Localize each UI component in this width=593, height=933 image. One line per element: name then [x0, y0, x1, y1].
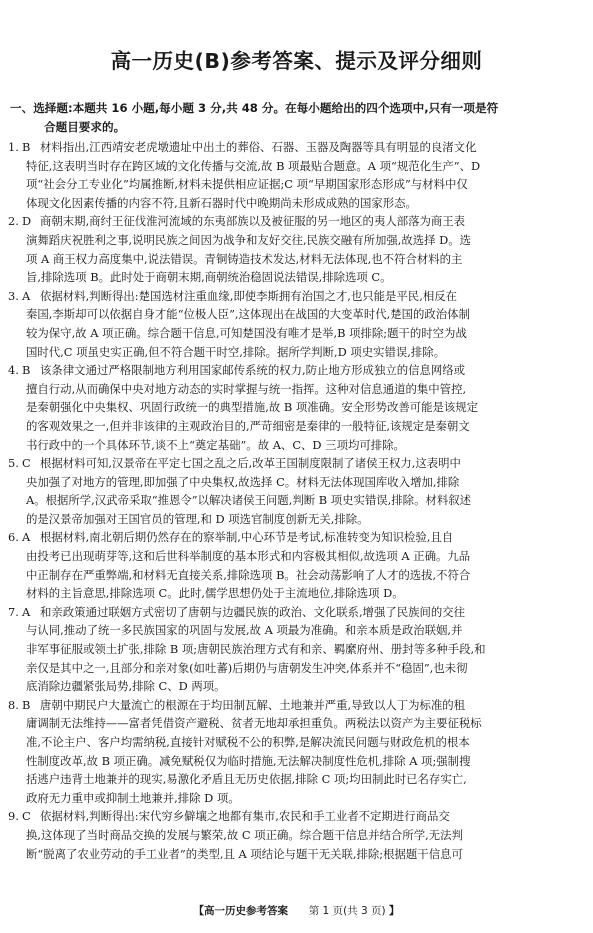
section-heading-line: 合题目要求的。: [44, 119, 126, 134]
explanation-text: 旨,排除选项 B。此时处于商朝末期,商朝统治稳固说法错误,排除选项 C。: [26, 270, 392, 285]
answer-line: [8, 231, 588, 250]
answer-line: [8, 584, 588, 603]
answer-line: [8, 212, 588, 231]
answer-line: [8, 770, 588, 789]
answer-line: [8, 417, 588, 436]
answer-choice: A: [22, 530, 31, 545]
explanation-text: 和亲政策通过联姻方式密切了唐朝与边疆民族的政治、文化联系,增强了民族间的交往: [40, 604, 466, 619]
answer-line: [8, 566, 588, 585]
answer-line: [8, 659, 588, 678]
answer-choice: C: [22, 456, 31, 471]
explanation-text: 是秦朝强化中央集权、巩固行政统一的典型措施,故 B 项准确。安全形势改善可能是该规定: [26, 400, 479, 415]
footer-end: 】: [388, 905, 400, 917]
answer-item: [8, 212, 588, 286]
answer-line: [8, 287, 588, 306]
answer-line: [8, 473, 588, 492]
answer-line: [8, 361, 588, 380]
answer-line: [8, 324, 588, 343]
answer-line: [8, 714, 588, 733]
answer-item: [8, 287, 588, 361]
answer-line: [8, 826, 588, 845]
question-number: 3.: [8, 288, 19, 303]
explanation-text: 准,不论主户、客户均需纳税,直接针对赋税不公的积弊,是解决流民问题与财政危机的根本: [26, 735, 470, 749]
answer-line: [8, 194, 588, 213]
explanation-text: 亲仅是其中之一,且部分和亲对象(如吐蕃)后期仍与唐朝发生冲突,体系并不“稳固”,也未彻: [26, 660, 468, 675]
section-heading-line: 一、选择题:本题共 16 小题,每小题 3 分,共 48 分。在每小题给出的四个选项中,只有一项是符: [10, 101, 499, 115]
question-number: 2.: [8, 214, 19, 229]
answer-line: [8, 807, 588, 826]
explanation-text: 根据材料,南北朝后期仍然存在的察举制,中心环节是考试,标准转变为知识检验,且自: [40, 530, 454, 545]
explanation-text: 项 A 商王权力高度集中,说法错误。青铜铸造技术发达,材料无法体现,也不符合材料的主: [26, 251, 463, 266]
explanation-text: 根据材料可知,汉景帝在平定七国之乱之后,改革王国制度限制了诸侯王权力,这表明中: [40, 456, 461, 471]
explanation-text: 庸调制无法维持——富者凭借资产避税、贫者无地却承担重负。两税法以资产为主要征税标: [26, 716, 482, 731]
answer-line: [8, 491, 588, 510]
answer-line: [8, 250, 588, 269]
answer-item: [8, 696, 588, 808]
question-number: 7.: [8, 604, 19, 619]
explanation-text: 非军事征服或领土扩张,排除 B 项;唐朝民族治理方式有和亲、羁縻府州、册封等多种手段,和: [26, 642, 486, 657]
answer-item: [8, 603, 588, 696]
answer-line: [8, 510, 588, 529]
footer-title: 【高一历史参考答案: [193, 905, 289, 917]
answer-line: [8, 380, 588, 399]
answer-line: [8, 752, 588, 771]
answer-item: [8, 807, 588, 863]
explanation-text: 的客观效果之一,但并非该律的主观政治目的,严苛细密是秦律的一般特征,该规定是秦朝文: [26, 418, 470, 433]
answer-line: [8, 436, 588, 455]
question-number: 8.: [8, 697, 19, 712]
answer-line: [8, 343, 588, 362]
answer-choice: B: [22, 140, 31, 154]
explanation-text: 秦国,李斯却可以依据自身才能“位极人臣”,这体现出在战国的大变革时代,楚国的政治体制: [26, 307, 470, 322]
answer-item: [8, 454, 588, 528]
answer-choice: A: [22, 288, 31, 303]
explanation-text: 较为保守,故 A 项正确。综合题干信息,可知楚国没有唯才是举,B 项排除;题干的时空为战: [26, 325, 467, 340]
explanation-text: 国时代,C 项虽史实正确,但不符合题干时空,排除。据所学判断,D 项史实错误,排除。: [26, 344, 446, 359]
answer-line: [8, 398, 588, 417]
explanation-text: 由投考已出现萌芽等,这和后世科举制度的基本形式和内容极其相似,故选项 A 正确。九品: [26, 549, 471, 564]
answer-choice: B: [22, 697, 31, 712]
explanation-text: 与认同,推动了统一多民族国家的巩固与发展,故 A 项最为准确。和亲本质是政治联姻,并: [26, 623, 463, 638]
answer-line: [8, 696, 588, 715]
answer-line: [8, 268, 588, 287]
explanation-text: 换,这体现了当时商品交换的发展与繁荣,故 C 项正确。综合题干信息并结合所学,无法判: [26, 827, 463, 842]
explanation-text: 特征,这表明当时存在跨区域的文化传播与交流,故 B 项最贴合题意。A 项“规范化生产”、D: [26, 158, 481, 173]
explanation-text: 唐朝中期民户大量流亡的根源在于均田制瓦解、土地兼并严重,导致以人丁为标准的租: [40, 697, 466, 712]
answer-line: [8, 528, 588, 547]
explanation-text: 中正制存在严重弊端,和材料无直接关系,排除选项 B。社会动荡影响了人才的选拔,不符合: [26, 567, 471, 582]
answer-choice: C: [22, 809, 31, 824]
answer-line: [8, 621, 588, 640]
explanation-text: 政府无力重申或抑制土地兼并,排除 D 项。: [26, 790, 240, 805]
question-number: 4.: [8, 363, 19, 378]
explanation-text: 演舞蹈庆祝胜利之事,说明民族之间因为战争和友好交往,民族交融有所加强,故选择 D。选: [26, 232, 472, 247]
explanation-text: 材料指出,江西靖安老虎墩遗址中出土的葬俗、石器、玉器及陶器等具有明显的良渚文化: [40, 140, 477, 154]
explanation-text: 该条律文通过严格限制地方利用国家邮传系统的权力,防止地方形成独立的信息网络或: [40, 363, 466, 378]
answer-line: [8, 789, 588, 808]
answer-line: [8, 138, 588, 157]
question-number: 6.: [8, 530, 19, 545]
answer-list: [8, 138, 588, 863]
answer-line: [8, 454, 588, 473]
answer-choice: D: [22, 214, 32, 229]
answer-line: [8, 175, 588, 194]
answer-line: [8, 305, 588, 324]
answer-item: [8, 361, 588, 454]
question-number: 5.: [8, 456, 19, 471]
page-footer: [0, 903, 593, 918]
answer-line: [8, 640, 588, 659]
answer-item: [8, 138, 588, 212]
question-number: 1.: [8, 140, 19, 154]
answer-choice: B: [22, 363, 31, 378]
answer-line: [8, 547, 588, 566]
answer-line: [8, 845, 588, 864]
question-number: 9.: [8, 809, 19, 824]
explanation-text: 的是汉景帝加强对王国官员的管理,和 D 项选官制度创新无关,排除。: [26, 511, 369, 526]
answer-item: [8, 528, 588, 602]
page-title: 高一历史(B)参考答案、提示及评分细则: [110, 49, 483, 73]
explanation-text: 括逃户违背土地兼并的现实,易激化矛盾且无历史依据,排除 C 项;均田制此时已名存实亡,: [26, 772, 467, 787]
explanation-text: 依据材料,判断得出:楚国选材注重血缘,即使李斯拥有治国之才,也只能是平民,相反在: [40, 288, 457, 303]
explanation-text: 擅自行动,从而确保中央对地方动态的实时掌握与统一指挥。这种对信息通道的集中管控,: [26, 381, 467, 396]
answer-line: [8, 157, 588, 176]
section-heading: [10, 99, 590, 136]
answer-choice: A: [22, 604, 31, 619]
explanation-text: 断“脱离了农业劳动的手工业者”的类型,且 A 项结论与题干无关联,排除;根据题干信息可: [26, 846, 463, 861]
explanation-text: 项“社会分工专业化”均属推断,材料未提供相应证据;C 项“早期国家形态形成”与材料中仅: [26, 177, 468, 192]
footer-page-number: 第 1 页(共 3 页): [308, 905, 386, 917]
explanation-text: 商朝末期,商纣王征伐淮河流域的东夷部族以及被征服的另一地区的夷人部落为商王表: [40, 214, 466, 229]
explanation-text: 体现文化因素传播的内容不符,且新石器时代中晚期尚未形成成熟的国家形态。: [26, 195, 417, 210]
explanation-text: 底消除边疆紧张局势,排除 C、D 两项。: [26, 679, 226, 694]
explanation-text: 材料的主旨意思,排除选项 C。此时,儒学思想仍处于主流地位,排除选项 D。: [26, 586, 404, 601]
explanation-text: 书行政中的一个具体环节,谈不上“奠定基础”。故 A、C、D 三项均可排除。: [26, 437, 405, 452]
answer-line: [8, 677, 588, 696]
explanation-text: 性制度改革,故 B 项正确。减免赋税仅为临时措施,无法解决制度性危机,排除 A 项;强制搜: [26, 753, 471, 768]
explanation-text: 依据材料,判断得出:宋代穷乡僻壤之地都有集市,农民和手工业者不定期进行商品交: [40, 809, 450, 824]
answer-line: [8, 603, 588, 622]
explanation-text: A。根据所学,汉武帝采取“推恩令”以解决诸侯王问题,判断 B 项史实错误,排除。材料叙述: [26, 493, 472, 508]
answer-line: [8, 733, 588, 752]
explanation-text: 央加强了对地方的管理,即加强了中央集权,故选择 C。材料无法体现国库收入增加,排除: [26, 474, 460, 489]
